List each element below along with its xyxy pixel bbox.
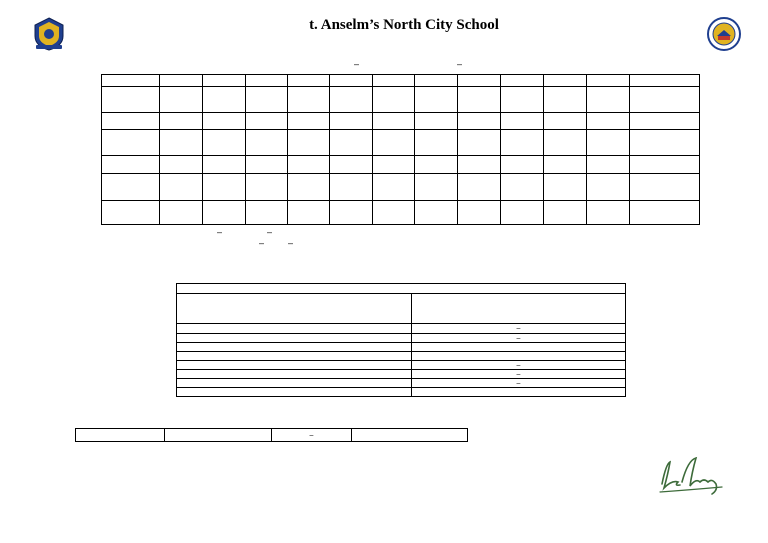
table-row: [177, 334, 626, 343]
table-row: [102, 174, 700, 201]
dash-mark: –: [516, 325, 521, 332]
school-emblem-icon: [706, 16, 742, 52]
table-row: [177, 294, 626, 324]
dash-mark: –: [259, 238, 265, 248]
table-row: [177, 379, 626, 388]
table-row: [102, 87, 700, 113]
table-row: [102, 75, 700, 87]
dash-mark: –: [516, 370, 521, 378]
schedule-table: [101, 74, 700, 225]
school-crest-icon: [31, 16, 67, 52]
table-row: [177, 388, 626, 397]
table-row: [102, 113, 700, 130]
table-row: [177, 370, 626, 379]
dash-mark: –: [516, 361, 521, 369]
table-row: [177, 352, 626, 361]
table-row: [102, 201, 700, 225]
table-row: [102, 130, 700, 156]
dash-mark: –: [516, 334, 521, 342]
school-title: t. Anselm’s North City School: [309, 17, 499, 33]
dash-mark: –: [457, 59, 463, 69]
dash-mark: –: [354, 59, 360, 69]
table-row: [177, 324, 626, 334]
table-row: [177, 284, 626, 294]
table-row: [177, 361, 626, 370]
dash-mark: –: [516, 379, 521, 387]
dash-mark: –: [217, 227, 223, 237]
dash-mark: –: [267, 227, 273, 237]
dash-mark: –: [309, 431, 314, 439]
footer-table: [75, 428, 468, 442]
table-row: [76, 429, 468, 442]
signature-icon: [652, 454, 726, 498]
summary-table: [176, 283, 626, 397]
table-row: [177, 343, 626, 352]
table-row: [102, 156, 700, 174]
dash-mark: –: [288, 238, 294, 248]
